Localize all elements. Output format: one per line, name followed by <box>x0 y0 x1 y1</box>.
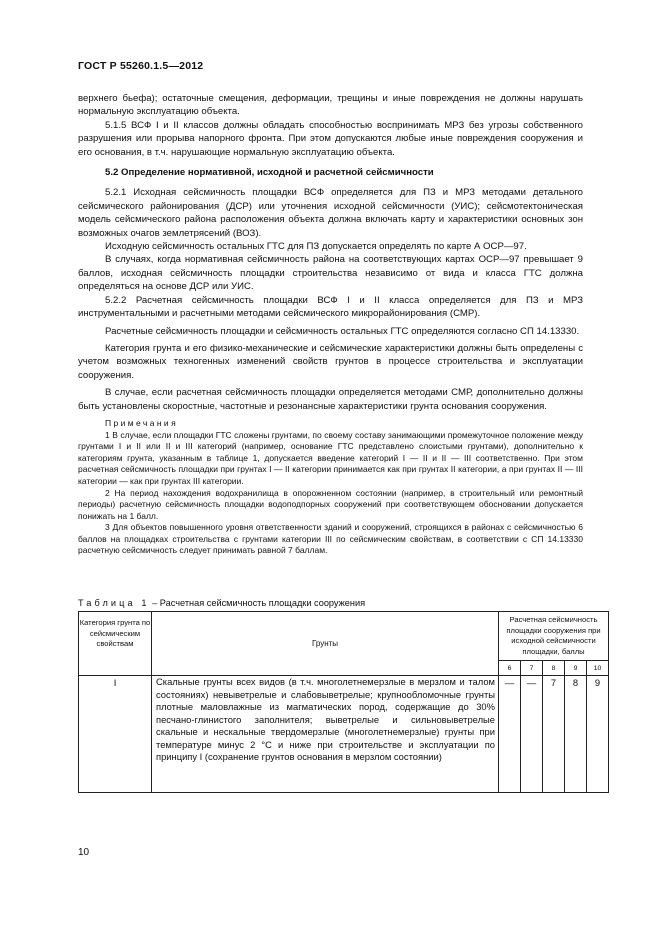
paragraph: 5.2.1 Исходная сейсмичность площадки ВСФ определяется для ПЗ и МРЗ методами детального сейсмического районирования (ДСР) или уточнения исходной сейсмичности (УИС); сейсмотектоническая модель сейсмического района расположения объекта должна включать карту и характеристики основных зон возможных очагов землетрясений (ВОЗ). <box>78 187 583 239</box>
table-caption <box>78 598 365 608</box>
notes-block <box>78 418 583 557</box>
col-header-rating: Расчетная сейсмичность площадки сооружения при исходной сейсмичности площадки, баллы <box>499 612 609 661</box>
paragraph: Расчетные сейсмичность площадки и сейсмичность остальных ГТС определяются согласно СП 14.13330. <box>105 325 580 337</box>
cell-value: 8 <box>565 676 587 793</box>
cell-category: I <box>79 676 152 793</box>
table-caption-prefix: Таблица 1 <box>78 598 150 608</box>
document-header: ГОСТ Р 55260.1.5—2012 <box>78 60 204 72</box>
section-heading: 5.2 Определение нормативной, исходной и расчетной сейсмичности <box>105 167 434 179</box>
paragraph: 5.2.2 Расчетная сейсмичность площадки ВСФ I и II класса определяется для ПЗ и МРЗ инструментальными и расчетными методами сейсмического микрорайонирования (СМР). <box>78 294 583 320</box>
document-body <box>78 92 583 557</box>
cell-value: — <box>499 676 521 793</box>
cell-soils: Скальные грунты всех видов (в т.ч. многолетнемерзлые в мерзлом и талом состояниях) невыветрелые и слабовыветрелые; крупнообломочные грунты плотные маловлажные из магматических пород, содержащие до 30% песчано-глинистого заполнителя; выветрелые и сильновыветрелые скальные и нескальные твердомерзлые (многолетнемерзлые) грунты при температуре минус 2 °С и ниже при строительстве и эксплуатации по принципу I (сохранение грунтов основания в мерзлом состоянии) <box>152 676 499 793</box>
seismicity-table <box>78 611 609 793</box>
cell-value: 7 <box>543 676 565 793</box>
col-header-intensity: 9 <box>565 661 587 676</box>
table-row <box>79 676 609 793</box>
col-header-category: Категория грунта по сейсмическим свойствам <box>79 612 152 676</box>
col-header-intensity: 6 <box>499 661 521 676</box>
col-header-intensity: 10 <box>587 661 609 676</box>
cell-value: — <box>521 676 543 793</box>
paragraph: В случае, если расчетная сейсмичность площадки определяется методами СМР, дополнительно должны быть установлены скоростные, частотные и резонансные характеристики грунта основания сооружения. <box>78 387 583 412</box>
page-number: 10 <box>78 847 90 858</box>
note-2: 2 На период нахождения водохранилища в опорожненном состоянии (например, в строительный или ремонтный периоды) расчетную сейсмичность площадки водоподпорных сооружений при соответствующем обосновании допускается понижать на 1 балл. <box>78 487 583 521</box>
cell-value: 9 <box>587 676 609 793</box>
note-3: 3 Для объектов повышенного уровня ответственности зданий и сооружений, строящихся в районах с сейсмичностью 6 баллов на площадках строительства с грунтами категории III по сейсмическим свойствам, в соответствии с СП 14.13330 расчетную сейсмичность следует принимать равной 7 баллам. <box>78 522 583 556</box>
table-caption-text: – Расчетная сейсмичность площадки сооружения <box>149 598 366 608</box>
col-header-intensity: 8 <box>543 661 565 676</box>
paragraph: 5.1.5 ВСФ I и II классов должны обладать способностью воспринимать МРЗ без угрозы собственного разрушения или прорыва напорного фронта. При этом допускаются любые иные повреждения сооружения и его основания, в т.ч. нарушающие нормальную эксплуатацию объекта. <box>78 119 583 158</box>
note-1: 1 В случае, если площадки ГТС сложены грунтами, по своему составу занимающими промежуточное положение между грунтами I и II или II и III категорий (например, основание ГТС представлено слоистыми грунтами), дополнительно к категориям грунта, указанным в таблице 1, допускается введение категорий I — II и II — III соответственно. При этом расчетная сейсмичность площадки при грунтах I — II категории принимается как при грунтах II категории, а при грунтах II — III категории — как при грунтах III категории. <box>78 429 583 486</box>
col-header-intensity: 7 <box>521 661 543 676</box>
col-header-soils: Грунты <box>152 612 499 676</box>
paragraph: В случаях, когда нормативная сейсмичность района на соответствующих картах ОСР—97 превышает 9 баллов, исходная сейсмичность площадки строительства независимо от вида и класса ГТС должна определяться на основе ДСР или УИС. <box>78 254 583 293</box>
notes-title: Примечания <box>105 417 179 428</box>
paragraph: Исходную сейсмичность остальных ГТС для ПЗ допускается определять по карте А ОСР—97. <box>105 241 527 253</box>
paragraph: верхнего бьефа); остаточные смещения, деформации, трещины и иные повреждения не должны нарушать нормальную эксплуатацию объекта. <box>78 93 583 118</box>
paragraph: Категория грунта и его физико-механические и сейсмические характеристики должны быть определены с учетом возможных техногенных изменений свойств грунтов в процессе строительства и эксплуатации сооружения. <box>78 342 583 381</box>
